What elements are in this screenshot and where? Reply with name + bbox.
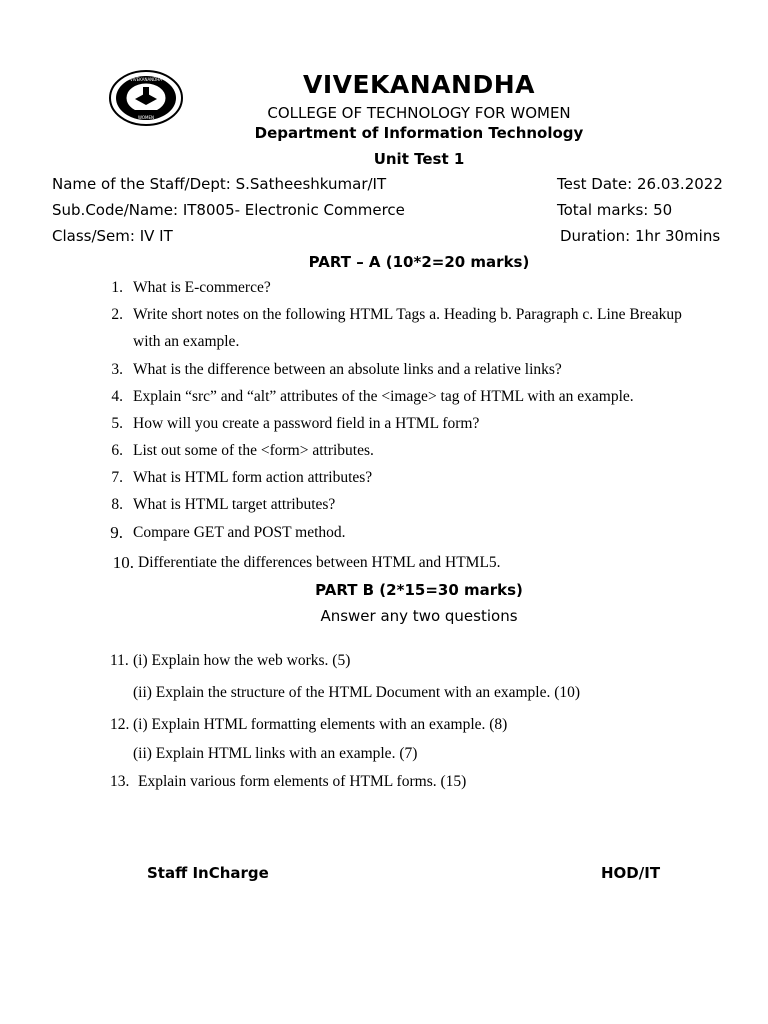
question-number: 4.: [111, 388, 123, 405]
question-number: 3.: [111, 361, 123, 378]
question-number: 9.: [110, 523, 123, 542]
question-number: 2.: [111, 306, 123, 323]
department-title: Department of Information Technology: [254, 124, 584, 142]
question-text: Write short notes on the following HTML Tags a. Heading b. Paragraph c. Line Breakup: [133, 306, 682, 323]
college-subtitle: COLLEGE OF TECHNOLOGY FOR WOMEN: [267, 104, 571, 122]
question-text: What is the difference between an absolute links and a relative links?: [133, 361, 562, 378]
question-text: What is E-commerce?: [133, 279, 271, 296]
question-text: How will you create a password field in a HTML form?: [133, 415, 480, 432]
question-text: (i) Explain how the web works. (5): [133, 652, 351, 669]
test-date: Test Date: 26.03.2022: [557, 175, 723, 193]
svg-text:WOMEN: WOMEN: [137, 115, 155, 120]
staff-signature-label: Staff InCharge: [147, 864, 269, 882]
question-number: 11.: [110, 652, 129, 669]
question-number: 12.: [110, 716, 130, 733]
question-text: Explain “src” and “alt” attributes of the <image> tag of HTML with an example.: [133, 388, 634, 405]
question-text: (i) Explain HTML formatting elements with an example. (8): [133, 716, 508, 733]
duration: Duration: 1hr 30mins: [560, 227, 721, 245]
question-number: 7.: [111, 469, 123, 486]
question-subpart: (ii) Explain HTML links with an example. (7): [133, 745, 418, 762]
class-sem: Class/Sem: IV IT: [52, 227, 173, 245]
question-text: Explain various form elements of HTML forms. (15): [138, 773, 467, 790]
question-number: 10.: [112, 553, 134, 572]
question-text: Compare GET and POST method.: [133, 524, 346, 541]
question-text-continuation: with an example.: [133, 333, 240, 350]
part-b-instruction: Answer any two questions: [320, 607, 518, 625]
question-text: List out some of the <form> attributes.: [133, 442, 374, 459]
question-subpart: (ii) Explain the structure of the HTML Document with an example. (10): [133, 684, 581, 701]
total-marks: Total marks: 50: [557, 201, 673, 219]
question-number: 8.: [111, 496, 123, 513]
subject-code: Sub.Code/Name: IT8005- Electronic Commerce: [52, 201, 405, 219]
question-text: What is HTML target attributes?: [133, 496, 336, 513]
hod-signature-label: HOD/IT: [601, 864, 661, 882]
question-number: 6.: [111, 442, 123, 459]
question-text: What is HTML form action attributes?: [133, 469, 373, 486]
part-b-heading: PART B (2*15=30 marks): [315, 581, 523, 599]
test-title: Unit Test 1: [373, 150, 465, 168]
question-number: 13.: [110, 773, 130, 790]
part-a-heading: PART – A (10*2=20 marks): [308, 253, 530, 271]
svg-text:VIVEKANANDHA: VIVEKANANDHA: [129, 77, 163, 82]
question-text: Differentiate the differences between HTML and HTML5.: [138, 554, 501, 571]
college-name: VIVEKANANDHA: [302, 70, 535, 99]
question-number: 1.: [111, 279, 123, 296]
staff-name: Name of the Staff/Dept: S.Satheeshkumar/IT: [52, 175, 387, 193]
question-number: 5.: [111, 415, 123, 432]
